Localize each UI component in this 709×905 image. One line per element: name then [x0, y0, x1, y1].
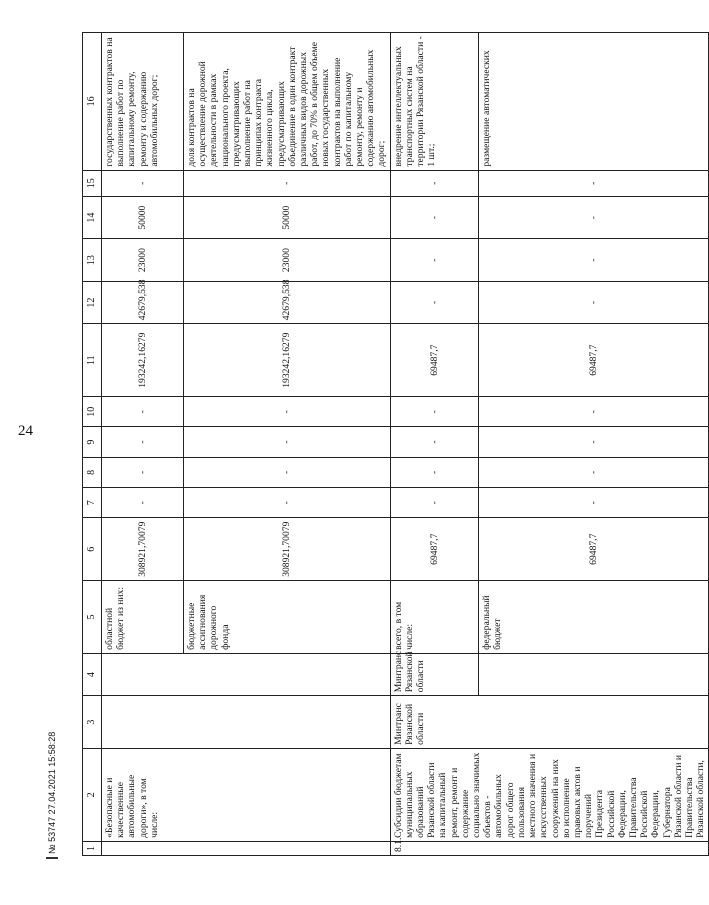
- value-cell: -: [102, 170, 184, 196]
- header-cell: 13: [83, 239, 102, 281]
- funding-source-cell: бюджетные ассигнования дорожного фонда: [184, 581, 391, 654]
- executor-cell: [102, 696, 391, 749]
- header-cell: 14: [83, 196, 102, 238]
- value-cell: -: [390, 281, 478, 323]
- value-cell: -: [478, 196, 709, 238]
- value-cell: 193242,16279: [102, 324, 184, 397]
- value-cell: 50000: [184, 196, 391, 238]
- value-cell: -: [390, 488, 478, 518]
- header-cell: 10: [83, 397, 102, 427]
- row-number-cell: [102, 841, 391, 855]
- document-id: № 53747 27.04.2021 15:58:28: [47, 731, 57, 854]
- value-cell: -: [390, 457, 478, 487]
- header-cell: 2: [83, 748, 102, 841]
- header-cell: 12: [83, 281, 102, 323]
- value-cell: -: [390, 427, 478, 457]
- value-cell: -: [184, 457, 391, 487]
- value-cell: -: [478, 457, 709, 487]
- program-name-cell: Субсидии бюджетам муниципальных образований Рязанской области на капитальный ремонт, ремонт и содержание социально значимых объектов - автомобильных дорог общего пользования местного значения и искусственных сооружений на них во исполнение правовых актов и поручений Президента Российской Федерации, Правительства Российской Федерации, Губернатора Рязанской области и Правительства Рязанской области,: [390, 748, 709, 841]
- indicator-cell: доля контрактов на осуществление дорожной деятельности в рамках национального проекта, предусматривающих выполнение работ на принципах контракта жизненного цикла, предусматривающих объединение в один контракт различных видов дорожных работ, до 70% в общем объеме новых государственных контрактов на выполнение работ по капитальному ремонту, ремонту и содержанию автомобильных дорог;: [184, 33, 391, 171]
- coexecutor-cell: [102, 653, 391, 695]
- value-cell: 69487,7: [478, 518, 709, 581]
- header-row: [83, 33, 102, 856]
- registration-stamp: [46, 857, 58, 859]
- value-cell: 193242,16279: [184, 324, 391, 397]
- program-table: [82, 32, 707, 856]
- value-cell: 69487,7: [390, 324, 478, 397]
- header-cell: 11: [83, 324, 102, 397]
- value-cell: -: [478, 397, 709, 427]
- value-cell: -: [102, 397, 184, 427]
- value-cell: 308921,70079: [102, 518, 184, 581]
- footer-stamp: [39, 731, 65, 859]
- header-cell: 8: [83, 457, 102, 487]
- funding-source-cell: всего, в том числе:: [390, 581, 478, 654]
- header-cell: 9: [83, 427, 102, 457]
- program-name-cell: «Безопасные и качественные автомобильные дороги», в том числе:: [102, 748, 391, 841]
- header-cell: 15: [83, 170, 102, 196]
- header-cell: 5: [83, 581, 102, 654]
- value-cell: 23000: [102, 239, 184, 281]
- coexecutor-cell: Минтранс Рязанской области: [390, 653, 478, 695]
- value-cell: 50000: [102, 196, 184, 238]
- page-number: 24: [18, 423, 33, 439]
- value-cell: -: [102, 488, 184, 518]
- value-cell: 69487,7: [478, 324, 709, 397]
- value-cell: -: [390, 170, 478, 196]
- executor-cell: Минтранс Рязанской области: [390, 696, 709, 749]
- value-cell: -: [184, 170, 391, 196]
- value-cell: -: [478, 281, 709, 323]
- value-cell: -: [478, 488, 709, 518]
- value-cell: 308921,70079: [184, 518, 391, 581]
- value-cell: 42679,538: [102, 281, 184, 323]
- value-cell: -: [390, 397, 478, 427]
- value-cell: -: [184, 488, 391, 518]
- value-cell: -: [390, 239, 478, 281]
- value-cell: -: [102, 457, 184, 487]
- table-row: [102, 33, 184, 856]
- header-cell: 1: [83, 841, 102, 855]
- header-cell: 7: [83, 488, 102, 518]
- indicator-cell: государственных контрактов на выполнение работ по капитальному ремонту, ремонту и содержанию автомобильных дорог;: [102, 33, 184, 171]
- header-cell: 4: [83, 653, 102, 695]
- header-cell: 6: [83, 518, 102, 581]
- value-cell: -: [478, 170, 709, 196]
- row-number-cell: 8.1.: [390, 841, 709, 855]
- header-cell: 16: [83, 33, 102, 171]
- coexecutor-cell: [478, 653, 709, 695]
- value-cell: 23000: [184, 239, 391, 281]
- header-cell: 3: [83, 696, 102, 749]
- value-cell: -: [184, 427, 391, 457]
- funding-source-cell: областной бюджет из них:: [102, 581, 184, 654]
- indicator-cell: внедрение интеллектуальных транспортных систем на территории Рязанской области - 1 шт.;: [390, 33, 478, 171]
- value-cell: -: [478, 239, 709, 281]
- table-row: [390, 33, 478, 856]
- value-cell: 42679,538: [184, 281, 391, 323]
- value-cell: 69487,7: [390, 518, 478, 581]
- indicator-cell: размещение автоматических: [478, 33, 709, 171]
- value-cell: -: [184, 397, 391, 427]
- funding-source-cell: федеральный бюджет: [478, 581, 709, 654]
- financing-table: [82, 32, 709, 856]
- value-cell: -: [390, 196, 478, 238]
- value-cell: -: [478, 427, 709, 457]
- value-cell: -: [102, 427, 184, 457]
